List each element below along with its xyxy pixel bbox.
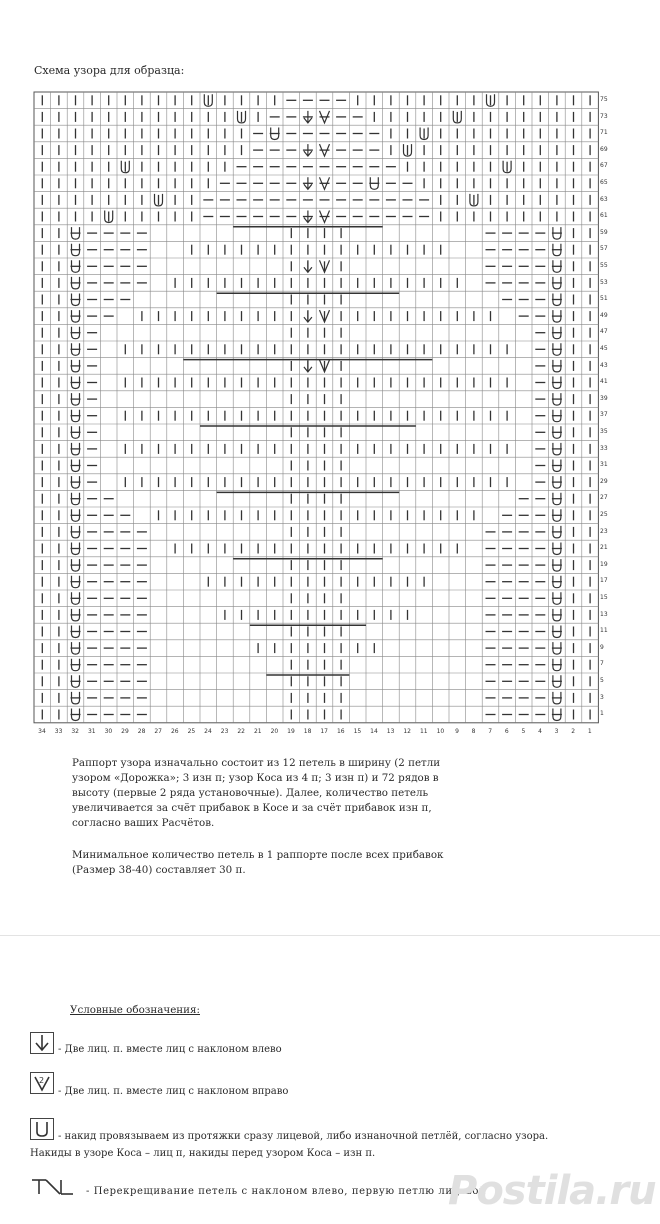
column-label: 5: [521, 728, 526, 735]
knitting-chart: [30, 88, 600, 724]
column-label: 16: [336, 728, 345, 735]
yarn-over-icon: [30, 1118, 54, 1140]
legend-text-k2tog-left: - Две лиц. п. вместе лиц с наклоном влево: [58, 1044, 282, 1055]
row-label: 65: [600, 179, 608, 186]
column-label: 14: [370, 728, 378, 735]
row-label: 55: [600, 262, 608, 269]
column-label: 26: [170, 728, 179, 735]
column-label: 18: [303, 728, 312, 735]
column-label: 2: [571, 728, 576, 735]
legend-text-k2tog-right: - Две лиц. п. вместе лиц с наклоном вправо: [58, 1086, 289, 1097]
k2tog-left-icon: [30, 1032, 54, 1054]
row-label: 33: [600, 444, 608, 452]
column-label: 34: [38, 728, 46, 735]
legend-text-yarn-over-cont: Накиды в узоре Коса – лиц п, накиды перед узором Коса – изн п.: [30, 1148, 376, 1159]
row-label: 5: [600, 677, 604, 684]
cross-left-icon: [30, 1176, 74, 1196]
row-label: 67: [600, 162, 608, 170]
row-label: 25: [600, 511, 608, 518]
row-label: 3: [600, 693, 604, 701]
description-line: Раппорт узора изначально состоит из 12 петель в ширину (2 петли: [72, 757, 441, 769]
column-label: 17: [320, 728, 328, 735]
legend-text-cross: - Перекрещивание петель с наклоном влево, первую петлю лицевой: [86, 1186, 487, 1197]
column-label: 15: [353, 728, 362, 735]
column-label: 11: [419, 728, 428, 735]
column-label: 28: [137, 728, 146, 735]
description-line: увеличивается за счёт прибавок в Косе и за счёт прибавок изн п,: [72, 802, 432, 814]
column-label: 29: [121, 728, 129, 735]
row-label: 71: [600, 129, 608, 137]
row-label: 15: [600, 594, 608, 601]
column-label: 3: [554, 728, 559, 735]
column-label: 20: [270, 728, 279, 735]
chart-title: Схема узора для образца:: [34, 64, 185, 77]
description-line: согласно ваших Расчётов.: [72, 817, 215, 829]
column-label: 13: [386, 728, 395, 735]
svg-text:2: 2: [39, 1076, 45, 1085]
column-label: 23: [220, 728, 229, 735]
row-label: 27: [600, 494, 608, 502]
row-label: 1: [600, 710, 604, 718]
row-label: 23: [600, 527, 608, 535]
column-label: 32: [71, 728, 79, 735]
row-label: 63: [600, 195, 608, 203]
row-label: 13: [600, 610, 608, 618]
row-label: 53: [600, 278, 608, 286]
k2tog-right-icon: [30, 1072, 54, 1094]
description-line: узором «Дорожка»; 3 изн п; узор Коса из 4 п; 3 изн п) и 72 рядов в: [72, 772, 439, 784]
column-label: 6: [504, 728, 509, 735]
row-label: 11: [600, 627, 608, 635]
column-label: 33: [54, 728, 63, 735]
description-line: высоту (первые 2 ряда установочные). Далее, количество петель: [72, 787, 429, 799]
row-label: 57: [600, 245, 608, 253]
column-label: 22: [237, 728, 245, 735]
legend-text-yarn-over: - накид провязываем из протяжки сразу лицевой, либо изнаночной петлёй, согласно узора.: [58, 1131, 549, 1142]
column-label: 19: [287, 728, 295, 735]
column-label: 27: [154, 728, 162, 735]
row-label: 51: [600, 295, 608, 303]
row-label: 45: [600, 345, 608, 352]
note-line: (Размер 38-40) составляет 30 п.: [72, 864, 246, 876]
stitch-count-note: [72, 848, 492, 878]
column-label: 4: [538, 728, 542, 735]
row-label: 39: [600, 394, 608, 402]
row-label: 41: [600, 378, 608, 386]
row-label: 35: [600, 428, 608, 435]
legend-title: Условные обозначения:: [70, 1004, 200, 1016]
row-label: 69: [600, 145, 608, 153]
column-label: 8: [471, 728, 476, 735]
row-label: 49: [600, 311, 608, 319]
column-label: 1: [587, 728, 592, 735]
row-label: 31: [600, 461, 608, 469]
row-label: 47: [600, 328, 608, 336]
k2tog-left-mark: [304, 260, 312, 272]
column-label: 30: [104, 728, 113, 735]
row-label: 19: [600, 560, 608, 568]
row-label: 37: [600, 411, 608, 419]
row-label: 59: [600, 228, 608, 236]
column-label: 10: [436, 728, 445, 735]
column-label: 7: [488, 728, 493, 735]
row-label: 9: [600, 643, 604, 651]
divider: [0, 935, 660, 936]
k2tog-left-mark: [304, 310, 312, 322]
column-label: 9: [455, 728, 459, 735]
row-label: 29: [600, 477, 608, 485]
column-label: 21: [253, 728, 262, 735]
row-label: 17: [600, 577, 608, 585]
row-label: 61: [600, 212, 608, 220]
row-label: 75: [600, 96, 608, 103]
row-label: 21: [600, 544, 608, 552]
row-label: 73: [600, 112, 608, 120]
row-label: 43: [600, 361, 608, 369]
column-label: 24: [204, 728, 212, 735]
column-label: 31: [87, 728, 96, 735]
note-line: Минимальное количество петель в 1 раппорте после всех прибавок: [72, 849, 444, 861]
watermark: Postila.ru: [448, 1168, 656, 1214]
column-label: 25: [187, 728, 196, 735]
column-label: 12: [403, 728, 411, 735]
k2tog-left-mark: [304, 360, 312, 372]
row-label: 7: [600, 660, 604, 668]
pattern-description: [72, 756, 492, 831]
